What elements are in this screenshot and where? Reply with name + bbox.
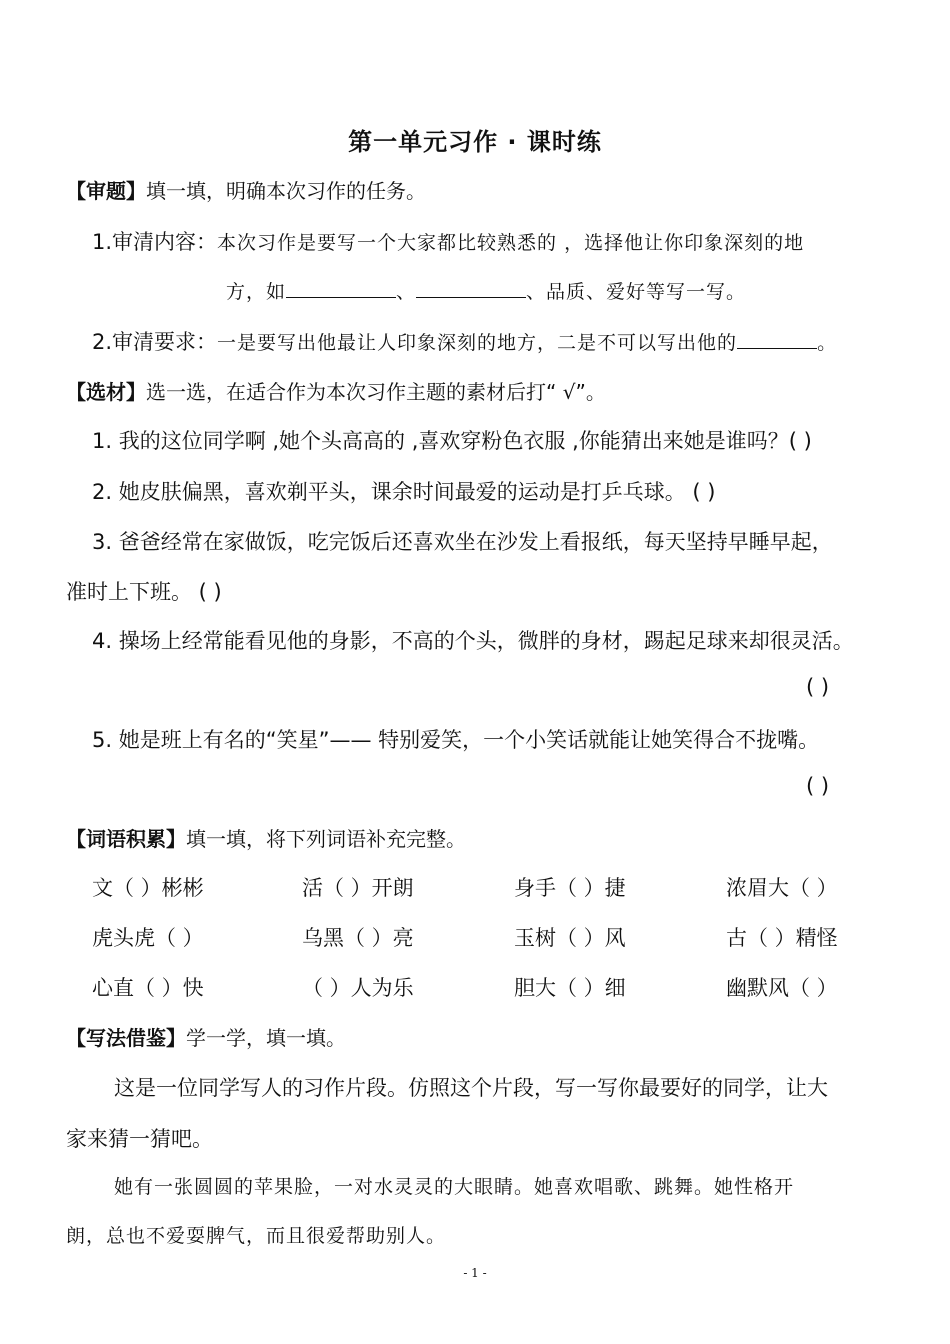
word-row	[92, 972, 892, 1022]
section-ciyu-instruction: 填一填，将下列词语补充完整。	[186, 827, 466, 851]
section-xuancai-heading: 【选材】	[66, 380, 146, 404]
xuancai-item-4-paren[interactable]: ( )	[806, 675, 830, 699]
fill-blank[interactable]	[416, 279, 526, 298]
shenti-item-2-end: 。	[817, 332, 838, 354]
section-xuancai-header	[66, 376, 606, 405]
word-item[interactable]: 古（ ）精怪	[726, 926, 838, 950]
shenti-item-1-label: 1.审清内容：	[92, 230, 218, 254]
word-grid	[92, 872, 892, 1022]
shenti-item-1-line-1	[92, 226, 804, 256]
xiefa-para-1-line-1: 这是一位同学写人的习作片段。仿照这个片段，写一写你最要好的同学，让大	[114, 1076, 828, 1100]
fill-blank[interactable]	[286, 279, 396, 298]
section-xiefa-header	[66, 1022, 346, 1051]
word-row	[92, 872, 892, 922]
word-row	[92, 922, 892, 972]
word-item[interactable]: 活（ ）开朗	[302, 876, 414, 900]
shenti-item-2	[92, 326, 837, 356]
xiefa-para-2-line-1: 她有一张圆圆的苹果脸，一对水灵灵的大眼睛。她喜欢唱歌、跳舞。她性格开	[114, 1176, 795, 1198]
word-item[interactable]: 身手（ ）捷	[514, 876, 626, 900]
word-item[interactable]: 胆大（ ）细	[514, 976, 626, 1000]
section-xiefa-instruction: 学一学，填一填。	[186, 1026, 346, 1050]
xuancai-item-5-paren[interactable]: ( )	[806, 774, 830, 798]
shenti-item-1-line-2	[226, 277, 746, 304]
xiefa-para-2-line-2: 朗，总也不爱耍脾气，而且很爱帮助别人。	[66, 1225, 447, 1247]
section-shenti-heading: 【审题】	[66, 179, 146, 203]
xuancai-item-3: 3. 爸爸经常在家做饭，吃完饭后还喜欢坐在沙发上看报纸，每天坚持早睡早起，	[92, 530, 833, 554]
shenti-item-1-text-b1: 方，如	[226, 281, 287, 303]
word-item[interactable]: 文（ ）彬彬	[92, 876, 204, 900]
word-item[interactable]: 虎头虎（ ）	[92, 926, 204, 950]
shenti-item-2-text: 一是要写出他最让人印象深刻的地方，二是不可以写出他的	[217, 332, 738, 354]
section-shenti-instruction: 填一填，明确本次习作的任务。	[146, 179, 426, 203]
section-xiefa-heading: 【写法借鉴】	[66, 1026, 186, 1050]
word-item[interactable]: 浓眉大（ ）	[726, 876, 838, 900]
section-ciyu-heading: 【词语积累】	[66, 827, 186, 851]
xuancai-item-3-cont: 准时上下班。 ( )	[66, 580, 222, 604]
page-number: - 1 -	[463, 1266, 487, 1280]
word-item[interactable]: （ ）人为乐	[302, 976, 414, 1000]
shenti-item-1-text-a: 本次习作是要写一个大家都比较熟悉的 ，选择他让你印象深刻的地	[217, 232, 805, 254]
xuancai-item-1: 1. 我的这位同学啊 ,她个头高高的 ,喜欢穿粉色衣服 ,你能猜出来她是谁吗？( )	[92, 429, 812, 453]
word-item[interactable]: 心直（ ）快	[92, 976, 204, 1000]
word-item[interactable]: 玉树（ ）风	[514, 926, 626, 950]
page-title: 第一单元习作 · 课时练	[348, 128, 602, 156]
shenti-item-1-sep: 、	[396, 281, 417, 303]
fill-blank[interactable]	[737, 330, 817, 349]
xuancai-item-2: 2. 她皮肤偏黑，喜欢剃平头，课余时间最爱的运动是打乒乓球。 ( )	[92, 480, 716, 504]
xuancai-item-5: 5. 她是班上有名的“笑星”—— 特别爱笑，一个小笑话就能让她笑得合不拢嘴。	[92, 728, 820, 752]
shenti-item-1-text-b2: 、品质、爱好等写一写。	[526, 281, 747, 303]
word-item[interactable]: 幽默风（ ）	[726, 976, 838, 1000]
word-item[interactable]: 乌黑（ ）亮	[302, 926, 414, 950]
xiefa-para-1-line-2: 家来猜一猜吧。	[66, 1127, 213, 1151]
xuancai-item-4: 4. 操场上经常能看见他的身影，不高的个头，微胖的身材，踢起足球来却很灵活。	[92, 629, 854, 653]
shenti-item-2-label: 2.审清要求：	[92, 330, 218, 354]
section-shenti-header	[66, 175, 426, 204]
section-ciyu-header	[66, 823, 466, 852]
section-xuancai-instruction: 选一选，在适合作为本次习作主题的素材后打“ √”。	[146, 380, 606, 404]
